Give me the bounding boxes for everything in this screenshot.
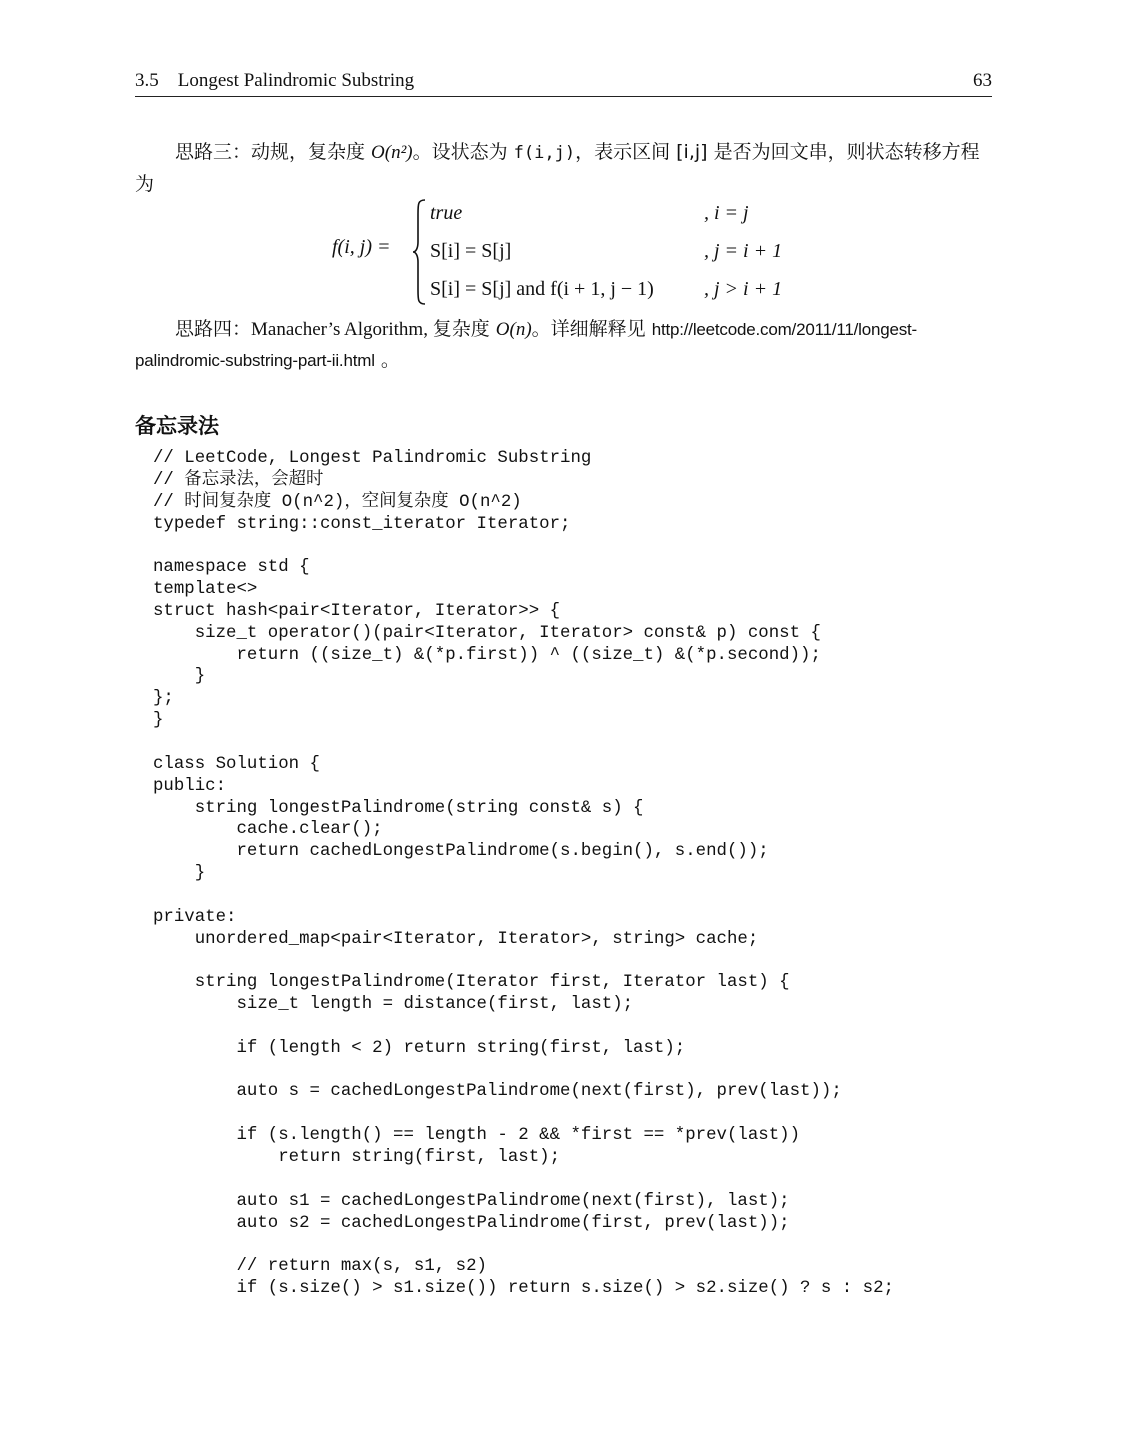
left-brace-icon [412, 198, 426, 306]
code-line [153, 1060, 894, 1082]
code-line: auto s = cachedLongestPalindrome(next(first), prev(last)); [153, 1082, 842, 1102]
idea-four-text-1: 思路四： [175, 318, 252, 340]
code-line: namespace std { [153, 558, 310, 578]
transition-formula [330, 196, 850, 308]
code-line: typedef string::const_iterator Iterator; [153, 514, 571, 534]
formula-condition-1: , i = j [704, 202, 749, 224]
code-line: return ((size_t) &(*p.first)) ^ ((size_t) &(*p.second)); [153, 645, 821, 665]
code-line [153, 1016, 894, 1038]
code-line: struct hash<pair<Iterator, Iterator>> { [153, 601, 561, 621]
code-line [153, 535, 894, 557]
code-line: // 时间复杂度 O(n^2)，空间复杂度 O(n^2) [153, 492, 522, 512]
code-line: class Solution { [153, 754, 320, 774]
section-title: 备忘录法 [135, 414, 219, 438]
formula-lhs: f(i, j) = [332, 236, 391, 258]
code-line: if (s.size() > s1.size()) return s.size() > s2.size() ? s : s2; [153, 1279, 894, 1299]
paragraph-idea-four [135, 314, 992, 376]
code-line [153, 1169, 894, 1191]
code-line: // 备忘录法，会超时 [153, 470, 324, 490]
idea-three-text-2: 。设状态为 [412, 141, 514, 163]
code-line: if (s.length() == length - 2 && *first == *prev(last)) [153, 1126, 801, 1146]
code-line: auto s2 = cachedLongestPalindrome(first, prev(last)); [153, 1213, 790, 1233]
code-line: if (length < 2) return string(first, last); [153, 1038, 686, 1058]
code-line: } [153, 864, 206, 884]
code-line [153, 1103, 894, 1125]
idea-four-text-4: 。 [374, 349, 400, 371]
section-heading: 3.5 Longest Palindromic Substring [135, 70, 415, 91]
code-line: // return max(s, s1, s2) [153, 1257, 487, 1277]
code-line: cache.clear(); [153, 820, 383, 840]
code-line: } [153, 711, 164, 731]
idea-four-complexity: O(n) [495, 319, 532, 340]
paragraph-idea-three [135, 137, 992, 200]
code-line: private: [153, 907, 237, 927]
code-line: return string(first, last); [153, 1148, 561, 1167]
code-line [153, 1234, 894, 1256]
code-line: } [153, 667, 206, 687]
code-line [153, 885, 894, 907]
formula-condition-3: , j > i + 1 [704, 278, 783, 300]
code-line: public: [153, 776, 227, 796]
page-number: 63 [973, 70, 992, 91]
code-line: string longestPalindrome(string const& s) { [153, 798, 644, 818]
code-line: size_t operator()(pair<Iterator, Iterator> const& p) const { [153, 623, 821, 643]
code-line: template<> [153, 580, 258, 600]
code-line: return cachedLongestPalindrome(s.begin(), s.end()); [153, 842, 769, 862]
formula-case-2: S[i] = S[j] [430, 240, 512, 262]
code-line [153, 950, 894, 972]
code-line [153, 732, 894, 754]
formula-condition-2: , j = i + 1 [704, 240, 783, 262]
code-block [153, 448, 894, 1300]
idea-three-text-3: ，表示区间 [i,j] 是否为回文串，则状态转移方程为 [135, 141, 980, 195]
idea-three-complexity: O(n²) [371, 142, 413, 163]
formula-case-3: S[i] = S[j] and f(i + 1, j − 1) [430, 278, 654, 300]
code-line: unordered_map<pair<Iterator, Iterator>, string> cache; [153, 929, 759, 949]
idea-three-text-1: 思路三：动规，复杂度 [175, 141, 372, 163]
page-header [135, 70, 992, 97]
reference-link[interactable]: http://leetcode.com/2011/11/longest-palindromic-substring-part-ii.html [135, 320, 917, 370]
code-line: size_t length = distance(first, last); [153, 995, 634, 1015]
code-line: string longestPalindrome(Iterator first, Iterator last) { [153, 973, 790, 993]
formula-case-1: true [430, 202, 463, 224]
idea-four-text-3: 。详细解释见 [531, 318, 652, 340]
code-line: // LeetCode, Longest Palindromic Substring [153, 449, 592, 468]
code-line: auto s1 = cachedLongestPalindrome(next(first), last); [153, 1191, 790, 1211]
idea-four-text-2: 复杂度 [432, 318, 496, 340]
idea-three-state: f(i,j) [513, 143, 576, 163]
code-line: }; [153, 689, 174, 709]
idea-four-algorithm: Manacher’s Algorithm, [251, 319, 433, 340]
